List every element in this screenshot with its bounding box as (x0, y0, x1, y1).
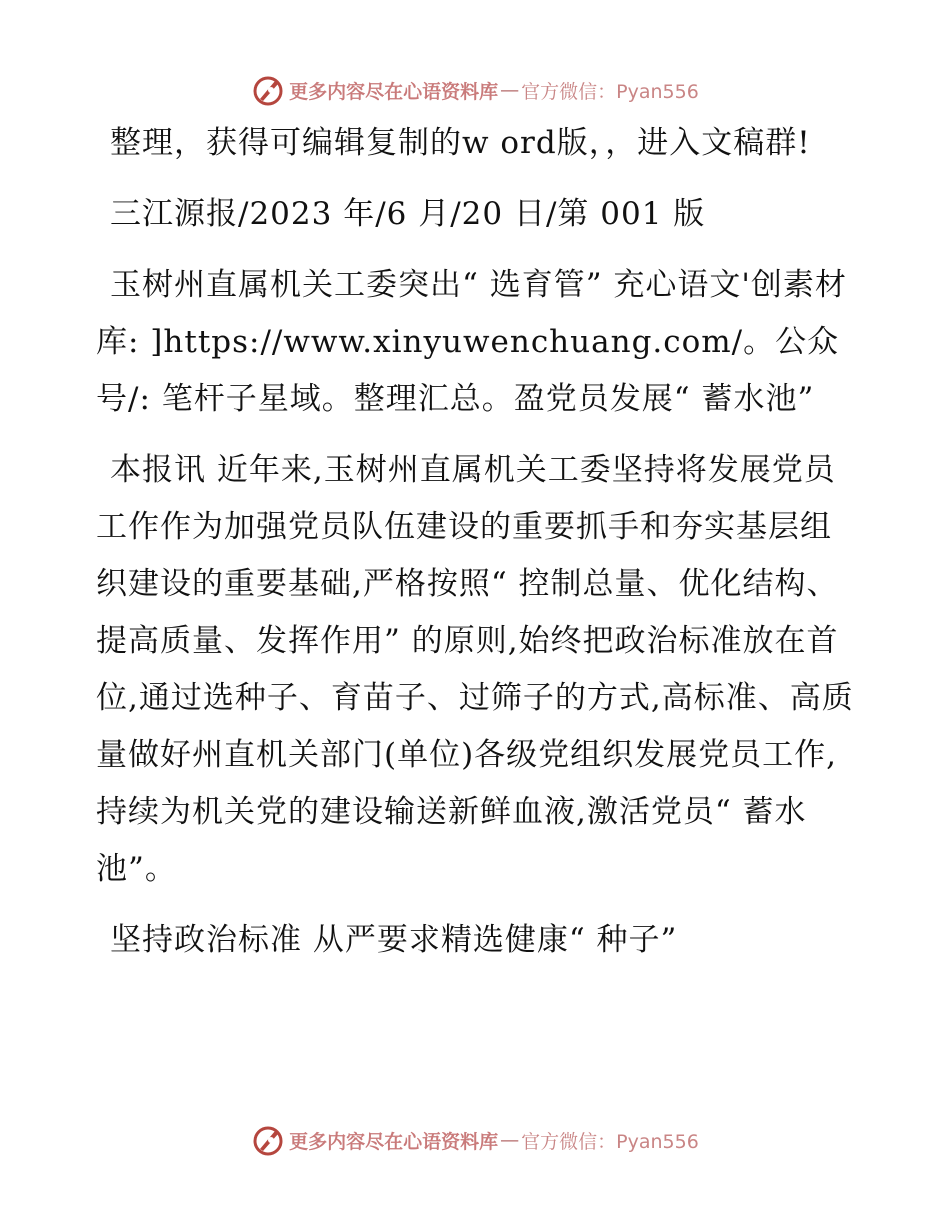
quill-logo-icon (251, 1123, 285, 1157)
watermark-separator: — (500, 79, 520, 101)
intro-paragraph: 整理，获得可编辑复制的w ord版，，进入文稿群! (110, 125, 811, 161)
article-title: 玉树州直属机关工委突出“ 选育管” 充心语文'创素材库: ]https://www.xinyuwenchuang.com/。公众号/: 笔杆子星域。整理汇总。盈党员发展“ 蓄水池” (96, 267, 847, 417)
watermark-wechat: 官方微信：Pyan556 (521, 1130, 699, 1153)
source-line: 三江源报/2023 年/6 月/20 日/第 001 版 (110, 196, 706, 232)
watermark-separator: — (500, 1129, 520, 1151)
watermark-text: 更多内容尽在心语资料库 (289, 1130, 499, 1153)
watermark-header (0, 68, 950, 112)
quill-logo-icon (251, 73, 285, 107)
watermark-footer (0, 1118, 950, 1162)
section-heading: 坚持政治标准 从严要求精选健康“ 种子” (110, 922, 678, 958)
watermark-wechat: 官方微信：Pyan556 (521, 80, 699, 103)
document-body (96, 115, 856, 983)
body-paragraph: 本报讯 近年来,玉树州直属机关工委坚持将发展党员工作作为加强党员队伍建设的重要抓手和夯实基层组织建设的重要基础,严格按照“ 控制总量、优化结构、提高质量、发挥作用” 的原则,始终把政治标准放在首位,通过选种子、育苗子、过筛子的方式,高标准、高质量做好州直机关部门(单位)各级党组织发展党员工作,持续为机关党的建设输送新鲜血液,激活党员“ 蓄水池”。 (96, 452, 854, 887)
watermark-text: 更多内容尽在心语资料库 (289, 80, 499, 103)
